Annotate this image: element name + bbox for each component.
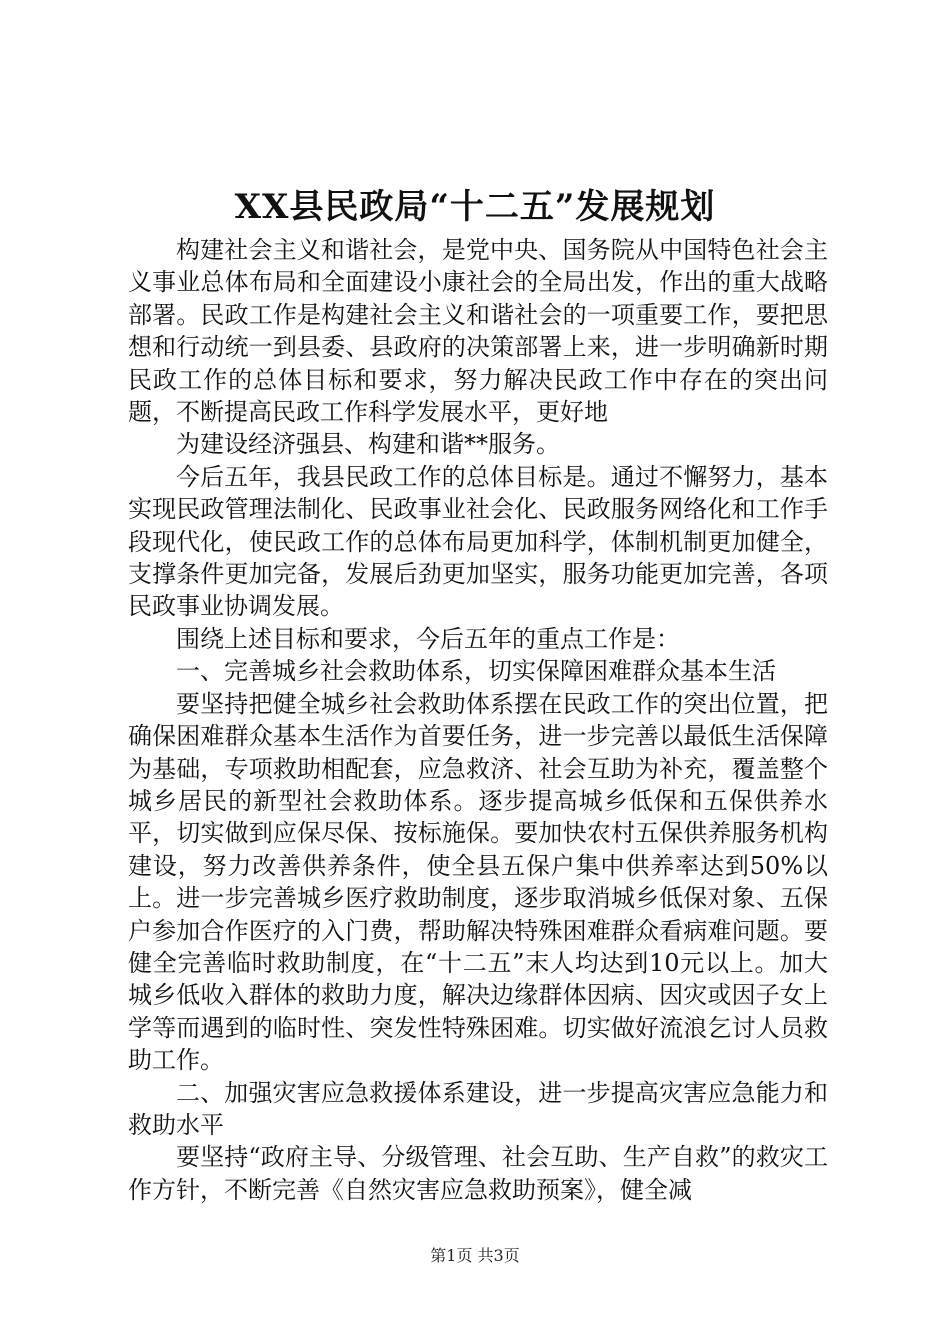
paragraph-service: 为建设经济强县、构建和谐**服务。 (176, 430, 560, 459)
paragraph-key-work-intro: 围绕上述目标和要求，今后五年的重点工作是： (176, 624, 680, 653)
paragraph-disaster-relief: 要坚持“政府主导、分级管理、社会互助、生产自救”的救灾工作方针，不断完善《自然灾害应急救助预案》，健全减 (128, 1143, 828, 1204)
paragraph-intro: 构建社会主义和谐社会，是党中央、国务院从中国特色社会主义事业总体布局和全面建设小康社会的全局出发，作出的重大战略部署。民政工作是构建社会主义和谐社会的一项重要工作，要把思想和行动统一到县委、县政府的决策部署上来，进一步明确新时期民政工作的总体目标和要求，努力解决民政工作中存在的突出问题，不断提高民政工作科学发展水平，更好地 (128, 236, 828, 427)
page-footer: 第1页 共3页 (430, 1246, 520, 1265)
document-title: XX县民政局“十二五”发展规划 (234, 187, 716, 227)
document-body (128, 234, 828, 1206)
section-heading-2: 二、加强灾害应急救援体系建设，进一步提高灾害应急能力和救助水平 (128, 1078, 828, 1139)
paragraph-social-assistance: 要坚持把健全城乡社会救助体系摆在民政工作的突出位置，把确保困难群众基本生活作为首要任务，进一步完善以最低生活保障为基础，专项救助相配套，应急救济、社会互助为补充，覆盖整个城乡居民的新型社会救助体系。逐步提高城乡低保和五保供养水平，切实做到应保尽保、按标施保。要加快农村五保供养服务机构建设，努力改善供养条件，使全县五保户集中供养率达到50%以上。进一步完善城乡医疗救助制度，逐步取消城乡低保对象、五保户参加合作医疗的入门费，帮助解决特殊困难群众看病难问题。要健全完善临时救助制度，在“十二五”末人均达到10元以上。加大城乡低收入群体的救助力度，解决边缘群体因病、因灾或因子女上学等而遇到的临时性、突发性特殊困难。切实做好流浪乞讨人员救助工作。 (128, 689, 828, 1075)
section-heading-1: 一、完善城乡社会救助体系，切实保障困难群众基本生活 (176, 657, 776, 686)
paragraph-overall-goal: 今后五年，我县民政工作的总体目标是。通过不懈努力，基本实现民政管理法制化、民政事业社会化、民政服务网络化和工作手段现代化，使民政工作的总体布局更加科学，体制机制更加健全，支撑条件更加完备，发展后劲更加坚实，服务功能更加完善，各项民政事业协调发展。 (128, 462, 828, 621)
